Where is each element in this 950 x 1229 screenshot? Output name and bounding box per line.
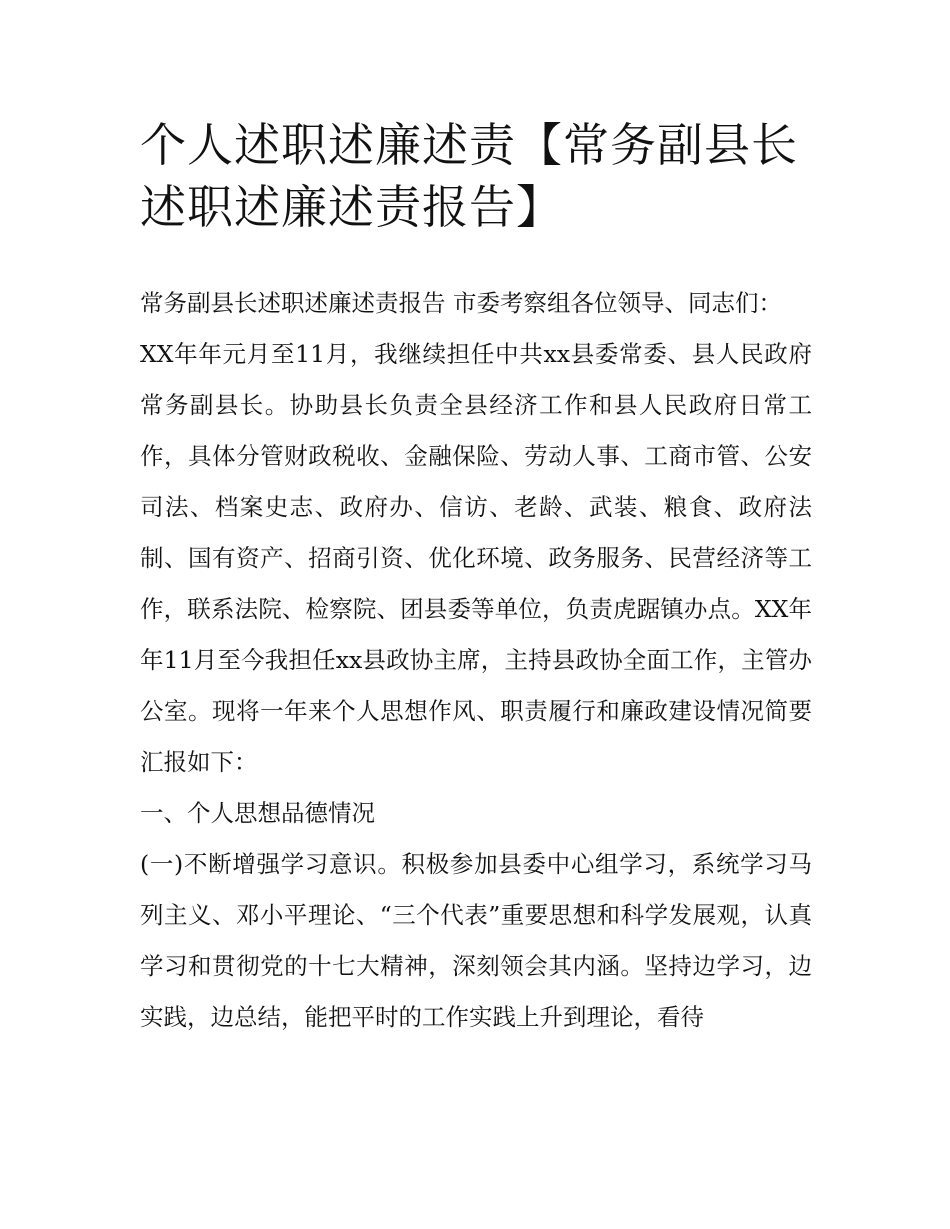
duty-paragraph: XX年年元月至11月，我继续担任中共xx县委常委、县人民政府常务副县长。协助县长负责全县经济工作和县人民政府日常工作，具体分管财政税收、金融保险、劳动人事、工商市管、公安司法、档案史志、政府办、信访、老龄、武装、粮食、政府法制、国有资产、招商引资、优化环境、政务服务、民营经济等工作，联系法院、检察院、团县委等单位，负责虎踞镇办点。XX年年11月至今我担任xx县政协主席，主持县政协全面工作，主管办公室。现将一年来个人思想作风、职责履行和廉政建设情况简要汇报如下： [140, 340, 812, 776]
document-body [140, 278, 812, 1043]
document-title: 个人述职述廉述责【常务副县长述职述廉述责报告】 [140, 118, 798, 234]
salutation-paragraph: 常务副县长述职述廉述责报告 市委考察组各位领导、同志们： [140, 289, 782, 317]
study-paragraph: (一)不断增强学习意识。积极参加县委中心组学习，系统学习马列主义、邓小平理论、“三个代表”重要思想和科学发展观，认真学习和贯彻党的十七大精神，深刻领会其内涵。坚持边学习，边实践，边总结，能把平时的工作实践上升到理论，看待 [140, 850, 812, 1031]
section-heading: 一、个人思想品德情况 [140, 799, 375, 827]
